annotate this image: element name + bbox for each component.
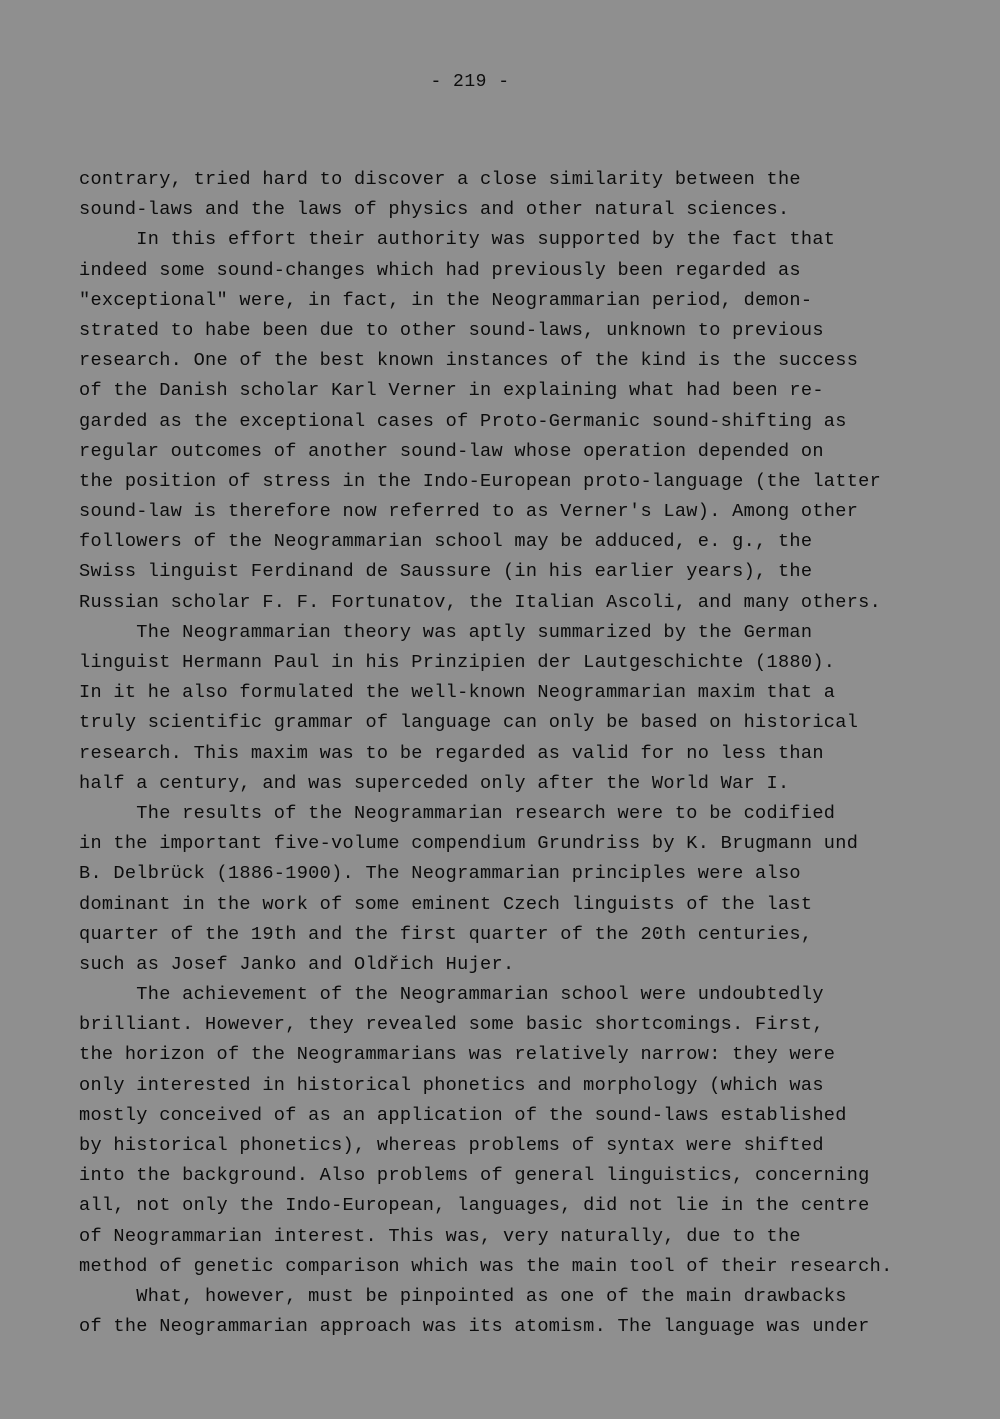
text-line: strated to habe been due to other sound-laws, unknown to previous <box>79 319 824 341</box>
text-line: dominant in the work of some eminent Czech linguists of the last <box>79 893 813 915</box>
text-line: by historical phonetics), whereas problems of syntax were shifted <box>79 1135 824 1156</box>
text-line: linguist Hermann Paul in his Prinzipien der Lautgeschichte (1880). <box>79 652 836 673</box>
text-line: Swiss linguist Ferdinand de Saussure (in his earlier years), the <box>79 561 813 583</box>
text-line: contrary, tried hard to discover a close similarity between the <box>79 169 801 190</box>
text-line: all, not only the Indo-European, languages, did not lie in the centre <box>79 1195 870 1217</box>
text-line: half a century, and was superceded only after the World War I. <box>79 772 790 794</box>
text-line: Russian scholar F. F. Fortunatov, the Italian Ascoli, and many others. <box>79 591 882 613</box>
text-line: truly scientific grammar of language can only be based on historical <box>79 712 859 734</box>
text-line: The achievement of the Neogrammarian school were undoubtedly <box>79 984 824 1006</box>
text-line: B. Delbrück (1886-1900). The Neogrammarian principles were also <box>79 863 801 885</box>
text-line: research. One of the best known instances of the kind is the success <box>79 350 859 372</box>
text-line: "exceptional" were, in fact, in the Neogrammarian period, demon- <box>79 289 813 311</box>
text-line: sound-law is therefore now referred to as Verner's Law). Among other <box>79 501 859 523</box>
page-number: - 219 - <box>430 72 510 92</box>
text-line: The results of the Neogrammarian research were to be codified <box>79 802 836 824</box>
text-line: such as Josef Janko and Oldřich Hujer. <box>79 953 515 975</box>
text-line: What, however, must be pinpointed as one of the main drawbacks <box>79 1285 847 1307</box>
text-line: mostly conceived of as an application of the sound-laws established <box>79 1104 847 1126</box>
text-line: garded as the exceptional cases of Proto-Germanic sound-shifting as <box>79 410 847 432</box>
text-line: research. This maxim was to be regarded as valid for no less than <box>79 742 824 764</box>
text-line: In this effort their authority was supported by the fact that <box>79 229 836 251</box>
text-line: the horizon of the Neogrammarians was relatively narrow: they were <box>79 1044 836 1066</box>
text-line: of Neogrammarian interest. This was, very naturally, due to the <box>79 1225 801 1247</box>
text-line: of the Danish scholar Karl Verner in explaining what had been re- <box>79 380 824 402</box>
text-line: quarter of the 19th and the first quarter of the 20th centuries, <box>79 923 813 945</box>
text-line: method of genetic comparison which was the main tool of their research. <box>79 1255 893 1277</box>
text-line: only interested in historical phonetics and morphology (which was <box>79 1074 824 1096</box>
text-line: brilliant. However, they revealed some basic shortcomings. First, <box>79 1014 824 1036</box>
text-line: In it he also formulated the well-known Neogrammarian maxim that a <box>79 682 836 704</box>
body-text <box>79 165 959 1342</box>
text-line: followers of the Neogrammarian school may be adduced, e. g., the <box>79 531 813 553</box>
text-line: regular outcomes of another sound-law whose operation depended on <box>79 440 824 462</box>
text-line: into the background. Also problems of general linguistics, concerning <box>79 1165 870 1187</box>
text-line: in the important five-volume compendium Grundriss by K. Brugmann und <box>79 833 859 855</box>
text-line: The Neogrammarian theory was aptly summarized by the German <box>79 621 813 643</box>
text-line: the position of stress in the Indo-European proto-language (the latter <box>79 470 882 492</box>
text-line: sound-laws and the laws of physics and other natural sciences. <box>79 199 790 221</box>
text-line: of the Neogrammarian approach was its atomism. The language was under <box>79 1316 870 1338</box>
text-line: indeed some sound-changes which had previously been regarded as <box>79 259 801 281</box>
